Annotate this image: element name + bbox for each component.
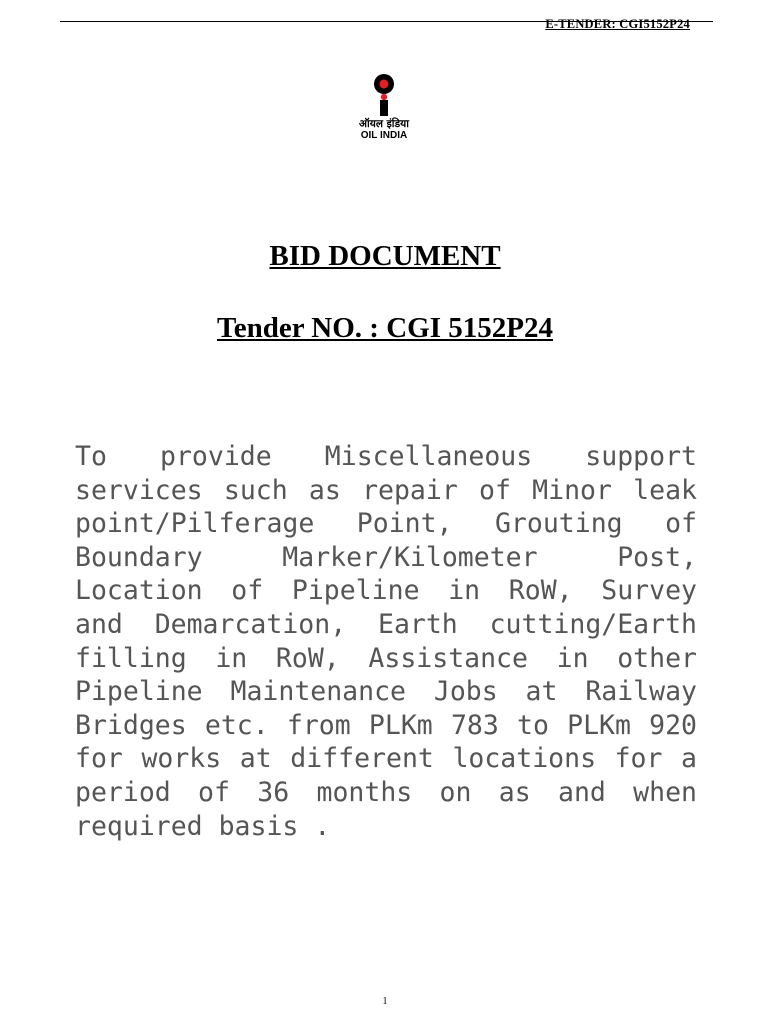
tender-header-label: E-TENDER: CGI5152P24 [545,17,690,31]
logo-hindi-text: ऑयल इंडिया [359,118,409,130]
logo-english-text: OIL INDIA [360,130,408,141]
oil-drop-icon [369,73,399,117]
tender-description: To provide Miscellaneous support services such as repair of Minor leak point/Pilferage Point, Grouting of Boundary Marker/Kilometer Post, Location of Pipeline in RoW, Survey and Demarcation, Earth cutting/Earth filling in RoW, Assistance in other Pipeline Maintenance Jobs at Railway Bridges etc. from PLKm 783 to PLKm 920 for works at different locations for a period of 36 months on as and when required basis . [75,441,697,842]
page-number: 1 [382,996,388,1007]
tender-number: Tender NO. : CGI 5152P24 [217,312,553,344]
oil-india-logo [356,73,412,149]
document-title: BID DOCUMENT [269,240,501,272]
